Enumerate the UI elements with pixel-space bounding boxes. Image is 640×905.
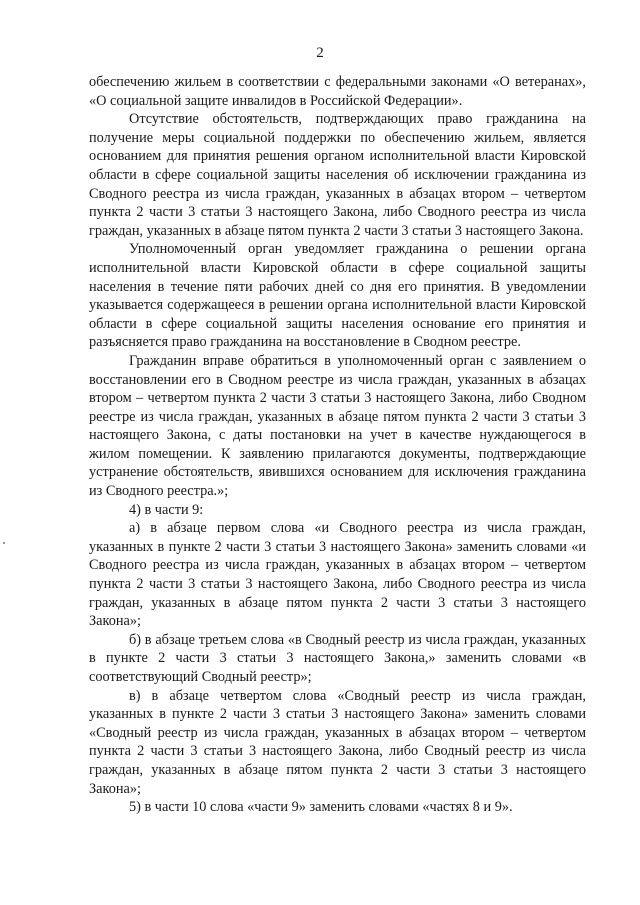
list-item-5: 5) в части 10 слова «части 9» заменить словами «частях 8 и 9». — [129, 799, 513, 816]
paragraph-exclusion-grounds: Отсутствие обстоятельств, подтверждающих право гражданина на получение меры социальной поддержки по обеспечению жильем, является основанием для принятия решения органом исполнительной власти Кировской области в сфере социальной защиты населения об исключении гражданина из Сводного реестра из числа граждан, указанных в абзацах втором – четвертом пункта 2 части 3 статьи 3 настоящего Закона, либо Сводного реестра из числа граждан, указанных в абзаце пятом пункта 2 части 3 статьи 3 настоящего Закона. — [89, 111, 586, 239]
paragraph-continuation: обеспечению жильем в соответствии с федеральными законами «О ветеранах», «О социальной защите инвалидов в Российской Федерации». — [89, 74, 586, 109]
list-item-4a: а) в абзаце первом слова «и Сводного реестра из числа граждан, указанных в пункте 2 части 3 статьи 3 настоящего Закона» заменить словами «и Сводного реестра из числа граждан, указанных в абзацах втором – четвертом пункта 2 части 3 статьи 3 настоящего Закона, либо Сводного реестра из числа граждан, указанных в абзаце пятом пункта 2 части 3 статьи 3 настоящего Закона»; — [89, 520, 586, 630]
document-body — [89, 73, 586, 817]
list-item-4v: в) в абзаце четвертом слова «Сводный реестр из числа граждан, указанных в пункте 2 части 3 статьи 3 настоящего Закона» заменить словами «Сводный реестр из числа граждан, указанных в абзацах втором – четвертом пункта 2 части 3 статьи 3 настоящего Закона, либо Сводный реестр из числа граждан, указанных в абзаце пятом пункта 2 части 3 статьи 3 настоящего Закона»; — [89, 687, 586, 797]
list-item-4: 4) в части 9: — [129, 501, 204, 518]
paragraph-restoration-right: Гражданин вправе обратиться в уполномоченный орган с заявлением о восстановлении его в Сводном реестре из числа граждан, указанных в абзацах втором – четвертом пункта 2 части 3 статьи 3 настоящего Закона, либо Сводном реестре из числа граждан, указанных в абзаце пятом пункта 2 части 3 статьи 3 настоящего Закона, с даты постановки на учет в качестве нуждающегося в жилом помещении. К заявлению прилагаются документы, подтверждающие устранение обстоятельств, явившихся основанием для исключения гражданина из Сводного реестра.»; — [89, 352, 586, 500]
paragraph-notification: Уполномоченный орган уведомляет гражданина о решении органа исполнительной власти Кировской области в сфере социальной защиты населения в течение пяти рабочих дней со дня его принятия. В уведомлении указывается содержащееся в решении органа исполнительной власти Кировской области в сфере социальной защиты населения основание его принятия и разъясняется право гражданина на восстановление в Сводном реестре. — [89, 241, 586, 351]
list-item-4b: б) в абзаце третьем слова «в Сводный реестр из числа граждан, указанных в пункте 2 части 3 статьи 3 настоящего Закона,» заменить словами «в соответствующий Сводный реестр»; — [89, 631, 586, 685]
page-number: 2 — [316, 45, 324, 61]
scan-dot-mark — [3, 542, 5, 544]
